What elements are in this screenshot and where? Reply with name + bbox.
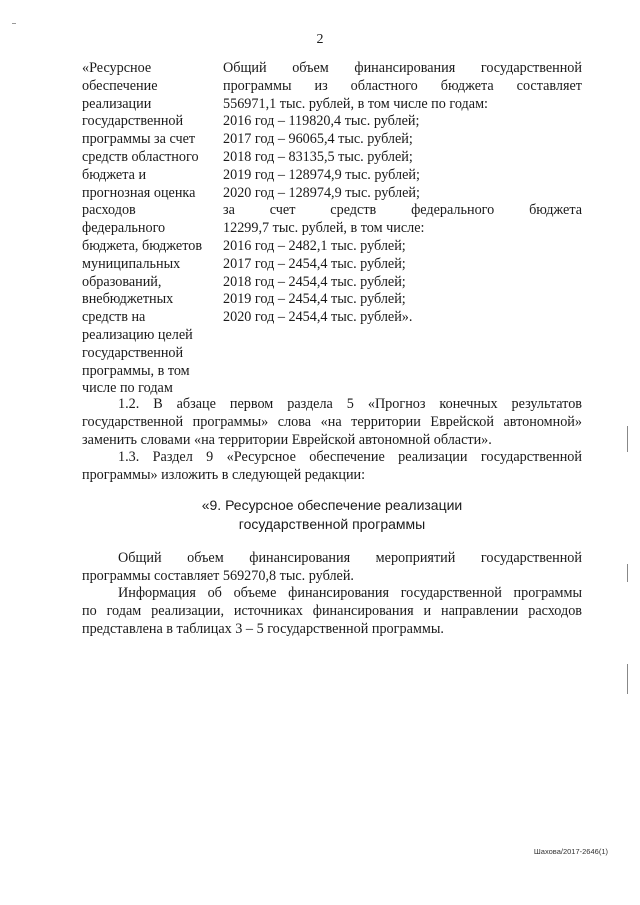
table-right-line: 2020 год – 128974,9 тыс. рублей; [223, 184, 420, 201]
paragraph-1-2 [82, 396, 582, 449]
table-left-line: внебюджетных [82, 291, 174, 308]
table-right-line: 2018 год – 83135,5 тыс. рублей; [223, 148, 413, 165]
table-left-line: реализации [82, 95, 152, 112]
table-left-line: бюджета, бюджетов [82, 237, 203, 254]
table-right-line: за счет средств федерального бюджета [223, 202, 582, 219]
table-left-line: реализацию целей [82, 326, 193, 343]
table-right-line: программы из областного бюджета составляет [223, 77, 582, 94]
table-left-column [82, 60, 222, 398]
section-heading-line: государственной программы [238, 516, 426, 532]
table-right-line: 2017 год – 2454,4 тыс. рублей; [223, 255, 406, 272]
paragraph-first-line: Информация об объеме финансирования государственной программы [118, 585, 582, 601]
margin-mark [627, 664, 628, 694]
paragraph-1-3 [82, 449, 582, 485]
table-left-line: бюджета и [82, 166, 147, 183]
table-left-line: «Ресурсное [82, 60, 152, 76]
table-right-line: 2019 год – 128974,9 тыс. рублей; [223, 166, 420, 183]
paragraph-first-line: 1.2. В абзаце первом раздела 5 «Прогноз конечных результатов [118, 396, 582, 412]
paragraph-first-line: 1.3. Раздел 9 «Ресурсное обеспечение реализации государственной [118, 449, 582, 465]
paragraph-body: программы» изложить в следующей редакции: [82, 466, 366, 483]
table-left-line: расходов [82, 202, 136, 219]
page-number: 2 [316, 32, 324, 47]
table-left-line: программы за счет [82, 131, 196, 148]
paragraph-total-funding [82, 550, 582, 586]
scan-mark [12, 23, 16, 24]
table-right-line: Общий объем финансирования государственной [223, 60, 582, 76]
table-left-line: муниципальных [82, 255, 181, 272]
table-left-line: федерального [82, 220, 166, 237]
table-right-line: 2016 год – 119820,4 тыс. рублей; [223, 113, 420, 130]
table-right-line: 12299,7 тыс. рублей, в том числе: [223, 220, 425, 237]
table-right-line: 2020 год – 2454,4 тыс. рублей». [223, 309, 413, 326]
document-code: Шахова/2017-2646(1) [533, 847, 608, 856]
paragraph-body: государственной программы» слова «на территории Еврейской автономной» заменить словами «на территории Еврейской автономной области». [82, 413, 582, 448]
table-right-line: 2016 год – 2482,1 тыс. рублей; [223, 237, 406, 254]
table-left-line: прогнозная оценка [82, 184, 196, 201]
table-right-line: 556971,1 тыс. рублей, в том числе по годам: [223, 95, 488, 112]
table-left-line: средств на [82, 309, 146, 326]
section-heading-line: «9. Ресурсное обеспечение реализации [201, 497, 463, 513]
table-left-line: государственной [82, 344, 184, 361]
paragraph-body: по годам реализации, источниках финансирования и направлении расходов представлена в таблицах 3 – 5 государственной программы. [82, 602, 582, 637]
table-left-line: государственной [82, 113, 184, 130]
table-right-line: 2017 год – 96065,4 тыс. рублей; [223, 131, 413, 148]
table-left-line: числе по годам [82, 380, 173, 397]
table-left-line: средств областного [82, 148, 199, 165]
table-left-line: программы, в том [82, 362, 190, 379]
table-right-column [223, 60, 582, 327]
paragraph-first-line: Общий объем финансирования мероприятий государственной [118, 550, 582, 566]
table-right-line: 2018 год – 2454,4 тыс. рублей; [223, 273, 406, 290]
table-right-line: 2019 год – 2454,4 тыс. рублей; [223, 291, 406, 308]
section-heading [82, 496, 582, 534]
margin-mark [627, 426, 628, 452]
paragraph-funding-info [82, 585, 582, 638]
table-left-line: образований, [82, 273, 162, 290]
table-left-line: обеспечение [82, 77, 158, 94]
margin-mark [627, 564, 628, 582]
paragraph-body: программы составляет 569270,8 тыс. рублей. [82, 567, 354, 584]
